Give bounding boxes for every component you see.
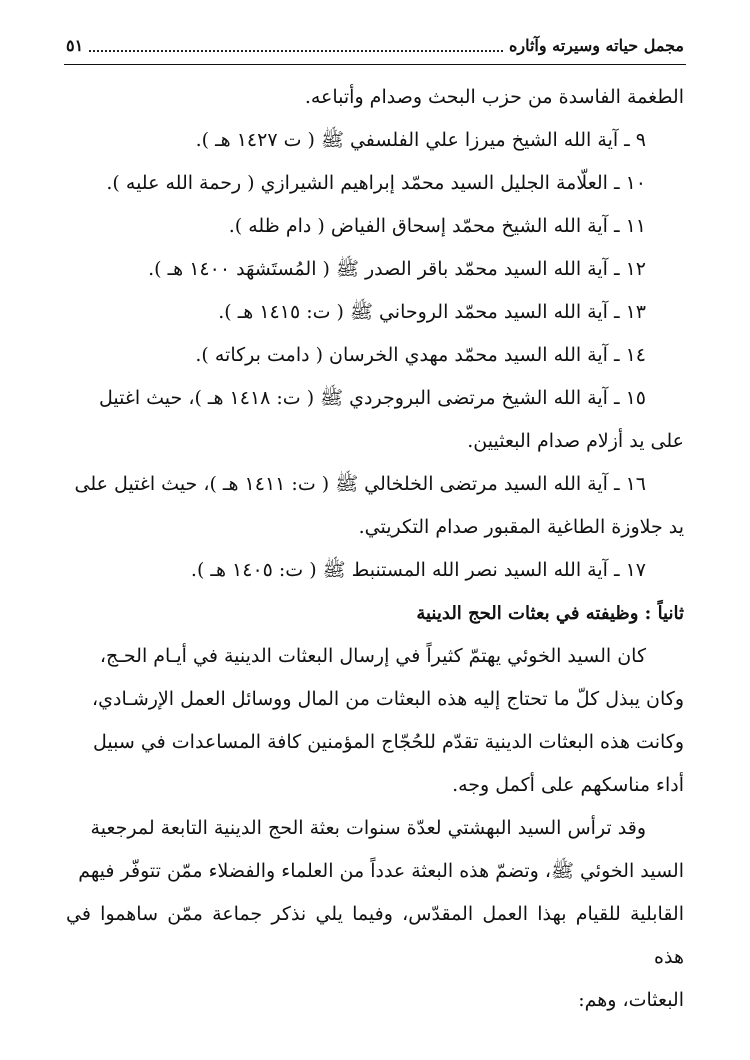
paragraph-1-line-1: كان السيد الخوئي يهتمّ كثيراً في إرسال البعثات الدينية في أيـام الحـج،	[99, 645, 646, 667]
running-header	[66, 30, 684, 60]
paragraph-1-line-3: وكانت هذه البعثات الدينية تقدّم للحُجّاج المؤمنين كافة المساعدات في سبيل	[93, 731, 684, 753]
header-title: مجمل حياته وسيرته وآثاره	[508, 35, 684, 55]
list-item-11: ١١ ـ آية الله الشيخ محمّد إسحاق الفياض ( دام ظله ).	[228, 215, 646, 237]
list-item-17: ١٧ ـ آية الله السيد نصر الله المستنبط ﷺ ( ت: ١٤٠٥ هـ ).	[190, 559, 646, 581]
paragraph-2-line-3: القابلية للقيام بهذا العمل المقدّس، وفيما يلي نذكر جماعة ممّن ساهموا في هذه	[66, 903, 684, 968]
paragraph-1-line-4: أداء مناسكهم على أكمل وجه.	[452, 774, 684, 796]
paragraph-2-line-1: وقد ترأس السيد البهشتي لعدّة سنوات بعثة الحج الدينية التابعة لمرجعية	[90, 817, 646, 839]
paragraph-2-line-2: السيد الخوئي ﷺ، وتضمّ هذه البعثة عدداً من العلماء والفضلاء ممّن تتوفّر فيهم	[78, 860, 684, 882]
list-item-15-continued: على يد أزلام صدام البعثيين.	[467, 430, 684, 452]
list-item-16: ١٦ ـ آية الله السيد مرتضى الخلخالي ﷺ ( ت: ١٤١١ هـ )، حيث اغتيل على	[74, 473, 646, 495]
header-rule	[64, 64, 686, 65]
paragraph-1-line-2: وكان يبذل كلّ ما تحتاج إليه هذه البعثات من المال ووسائل العمل الإرشـادي،	[92, 688, 684, 710]
text-line: الطغمة الفاسدة من حزب البحث وصدام وأتباعه.	[304, 86, 684, 108]
list-item-9: ٩ ـ آية الله الشيخ ميرزا علي الفلسفي ﷺ ( ت ١٤٢٧ هـ ).	[195, 129, 646, 151]
list-item-12: ١٢ ـ آية الله السيد محمّد باقر الصدر ﷺ ( المُستَشهَد ١٤٠٠ هـ ).	[148, 258, 646, 280]
list-item-16-continued: يد جلاوزة الطاغية المقبور صدام التكريتي.	[358, 516, 684, 538]
list-item-15: ١٥ ـ آية الله الشيخ مرتضى البروجردي ﷺ ( ت: ١٤١٨ هـ )، حيث اغتيل	[99, 387, 646, 409]
list-item-13: ١٣ ـ آية الله السيد محمّد الروحاني ﷺ ( ت: ١٤١٥ هـ ).	[218, 301, 646, 323]
header-dot-leader	[89, 50, 503, 52]
list-item-10: ١٠ ـ العلّامة الجليل السيد محمّد إبراهيم الشيرازي ( رحمة الله عليه ).	[106, 172, 646, 194]
page-number: ٥١	[66, 35, 84, 55]
section-heading: ثانياً : وظيفته في بعثات الحج الدينية	[416, 603, 684, 624]
list-item-14: ١٤ ـ آية الله السيد محمّد مهدي الخرسان ( دامت بركاته ).	[195, 344, 646, 366]
page-body	[66, 76, 684, 1022]
paragraph-2-line-4: البعثات، وهم:	[578, 989, 684, 1011]
